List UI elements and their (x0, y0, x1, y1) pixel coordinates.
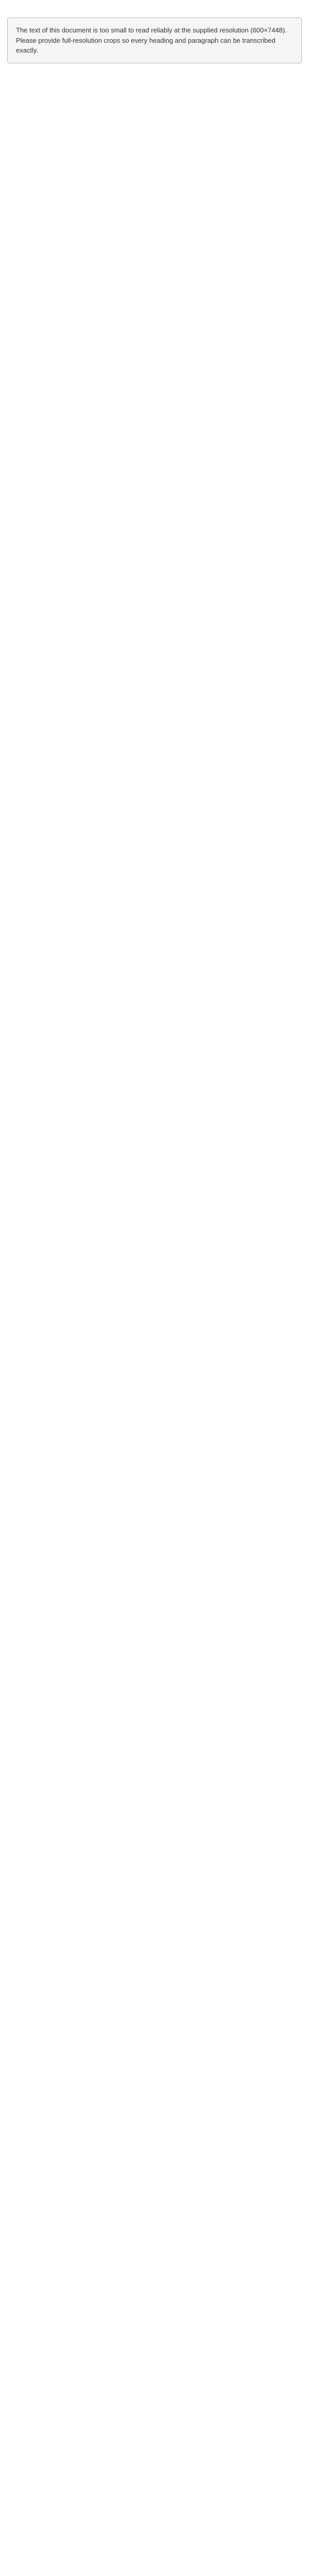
transcription-notice: The text of this document is too small to read reliably at the supplied resolution (600×7448). Please provide full-resolution crops so every heading and paragraph can be transcribed exactly. (7, 18, 302, 63)
